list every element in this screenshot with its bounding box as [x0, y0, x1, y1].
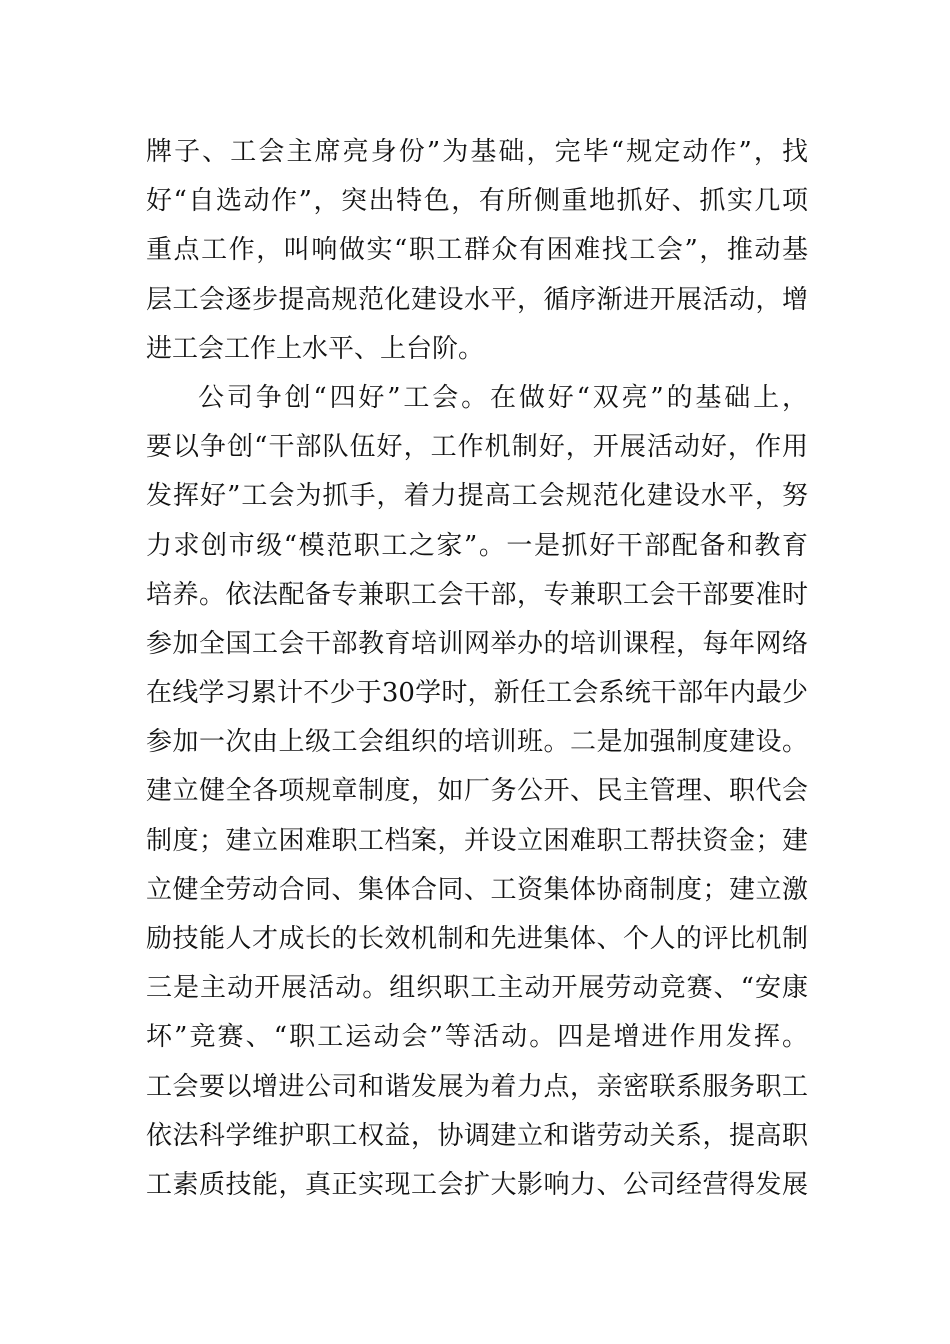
paragraph-2-line-12: 励技能人才成长的长效机制和先进集体、个人的评比机制	[146, 924, 808, 954]
paragraph-2-line-14: 坏”竞赛、“职工运动会”等活动。四是增进作用发挥。	[146, 1022, 808, 1053]
paragraph-2-line-3: 发挥好”工会为抓手，着力提高工会规范化建设水平，努	[146, 481, 808, 512]
paragraph-2-line-9: 建立健全各项规章制度，如厂务公开、民主管理、职代会	[146, 776, 808, 807]
paragraph-2-line-15: 工会要以增进公司和谐发展为着力点，亲密联系服务职工	[146, 1071, 808, 1102]
paragraph-2-line-4: 力求创市级“模范职工之家”。一是抓好干部配备和教育	[146, 530, 808, 561]
paragraph-1-line-5: 进工会工作上水平、上台阶。	[146, 333, 485, 364]
paragraph-2-line-5: 培养。依法配备专兼职工会干部，专兼职工会干部要准时	[146, 579, 808, 610]
paragraph-2-line-17: 工素质技能，真正实现工会扩大影响力、公司经营得发展	[146, 1169, 808, 1200]
paragraph-2-line-10: 制度；建立困难职工档案，并设立困难职工帮扶资金；建	[146, 825, 808, 856]
paragraph-2-line-7: 在线学习累计不少于30学时，新任工会系统干部年内最少	[146, 678, 808, 709]
paragraph-2-line-13: 三是主动开展活动。组织职工主动开展劳动竞赛、“安康	[146, 973, 808, 1004]
paragraph-2-line-8: 参加一次由上级工会组织的培训班。二是加强制度建设。	[146, 727, 808, 758]
paragraph-2-line-1: 公司争创“四好”工会。在做好“双亮”的基础上，	[198, 382, 808, 413]
paragraph-1-line-4: 层工会逐步提高规范化建设水平，循序渐进开展活动，增	[146, 284, 808, 315]
paragraph-2-line-2: 要以争创“干部队伍好，工作机制好，开展活动好，作用	[146, 432, 808, 463]
paragraph-1-line-2: 好“自选动作”，突出特色，有所侧重地抓好、抓实几项	[146, 186, 808, 217]
paragraph-2-line-16: 依法科学维护职工权益，协调建立和谐劳动关系，提高职	[146, 1120, 808, 1151]
paragraph-1-line-3: 重点工作，叫响做实“职工群众有困难找工会”，推动基	[146, 235, 808, 266]
paragraph-1-line-1: 牌子、工会主席亮身份”为基础，完毕“规定动作”，找	[146, 137, 808, 167]
body-text	[146, 128, 808, 1210]
paragraph-2-line-11: 立健全劳动合同、集体合同、工资集体协商制度；建立激	[146, 874, 808, 905]
paragraph-2-line-6: 参加全国工会干部教育培训网举办的培训课程，每年网络	[146, 628, 808, 659]
